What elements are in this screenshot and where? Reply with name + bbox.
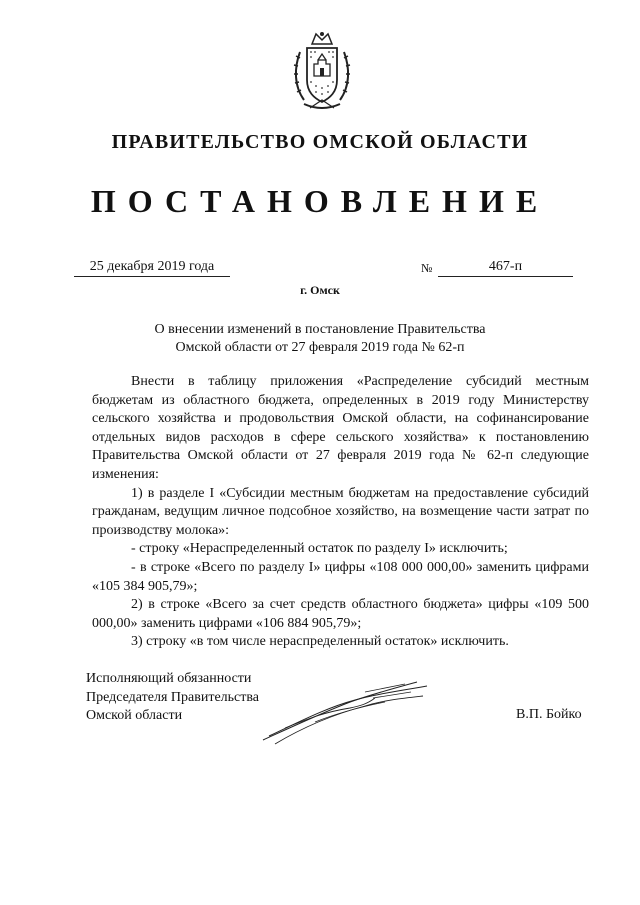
body-paragraph-item-1: 1) в разделе I «Субсидии местным бюджетам на предоставление субсидий гражданам, ведущим личное подсобное хозяйство, на возмещение части затрат по производству молока»: xyxy=(92,485,589,538)
subject-line-2: Омской области от 27 февраля 2019 года № 62-п xyxy=(175,340,465,355)
body-paragraph-item-2: 2) в строке «Всего за счет средств областного бюджета» цифры «109 500 000,00» заменить цифрами «106 884 905,79»; xyxy=(92,597,589,631)
document-body xyxy=(92,373,589,652)
document-type-heading: ПОСТАНОВЛЕНИЕ xyxy=(90,183,550,219)
subject-line-1: О внесении изменений в постановление Правительства xyxy=(154,322,486,337)
city-label: г. Омск xyxy=(300,283,340,297)
signatory-line-3: Омской области xyxy=(86,708,183,723)
body-paragraph-intro: Внести в таблицу приложения «Распределение субсидий местным бюджетам из областного бюджета, определенных в 2019 году Министерству сельского хозяйства и продовольствия Омской области, на софинансирование отдельных видов расходов в сфере сельского хозяйства» к постановлению Правительства Омской области от 27 февраля 2019 года № 62-п следующие изменения: xyxy=(92,374,589,482)
handwritten-signature xyxy=(255,678,435,746)
body-paragraph-item-3: 3) строку «в том числе нераспределенный остаток» исключить. xyxy=(131,634,509,650)
signatory-name: В.П. Бойко xyxy=(516,707,582,722)
signatory-line-2: Председателя Правительства xyxy=(86,689,260,705)
coat-of-arms-emblem xyxy=(290,30,354,114)
body-paragraph-subitem-1: - строку «Нераспределенный остаток по разделу I» исключить; xyxy=(131,541,508,557)
body-paragraph-subitem-2: - в строке «Всего по разделу I» цифры «108 000 000,00» заменить цифрами «105 384 905,79»; xyxy=(92,559,589,594)
government-title: ПРАВИТЕЛЬСТВО ОМСКОЙ ОБЛАСТИ xyxy=(111,131,529,153)
document-date: 25 декабря 2019 года xyxy=(74,259,230,277)
document-number: 467-п xyxy=(438,259,573,277)
document-subject xyxy=(120,321,520,357)
signatory-line-1: Исполняющий обязанности xyxy=(86,671,252,686)
number-sign: № xyxy=(421,261,433,275)
